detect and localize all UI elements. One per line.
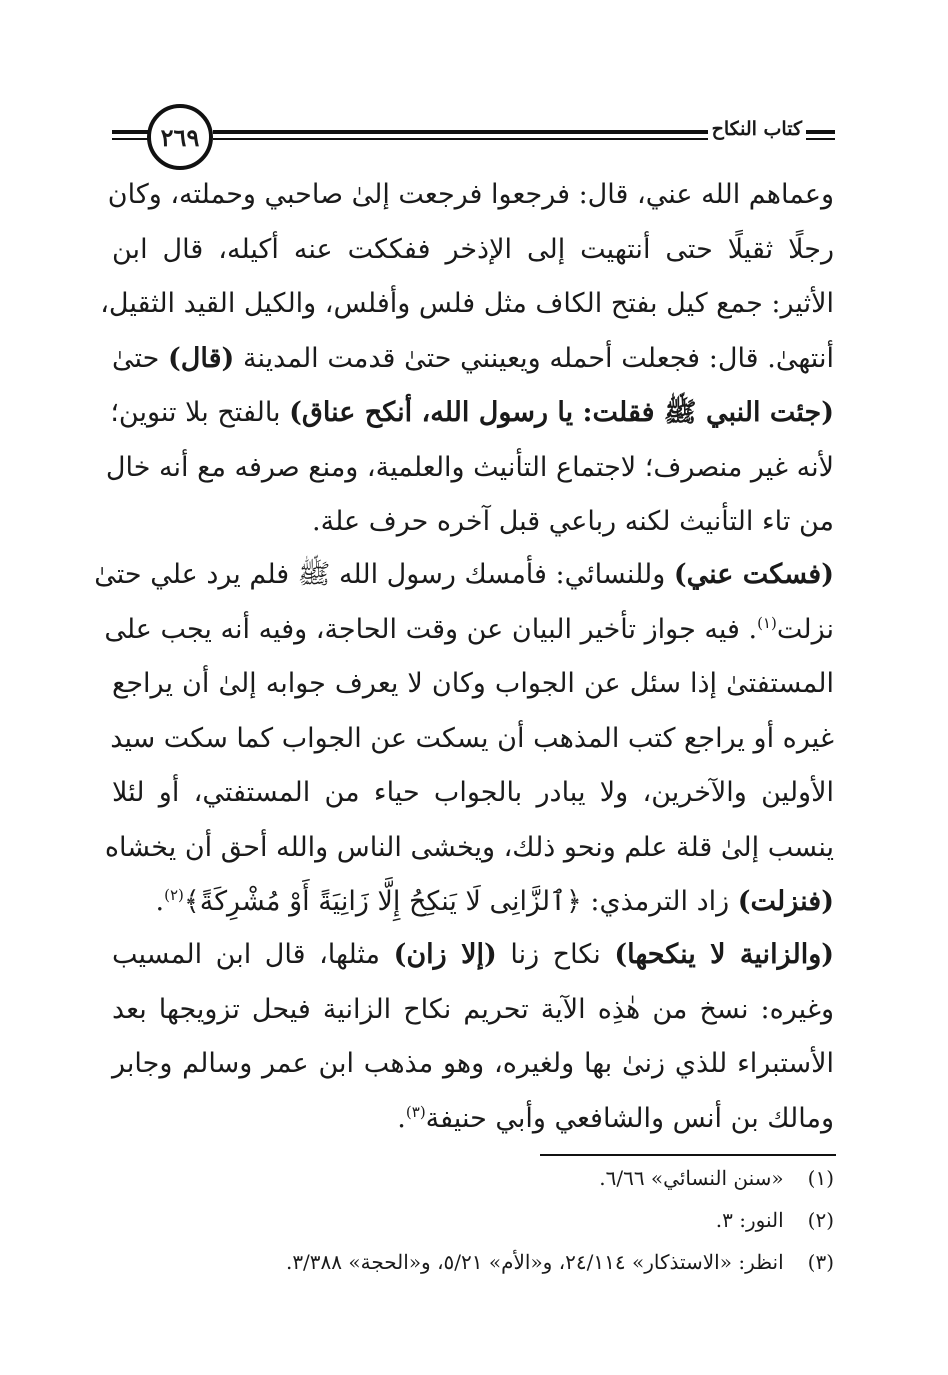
bold-quote: (والزانية لا ينكحها) (614, 939, 835, 970)
footnote-3 (112, 1250, 834, 1274)
text-line (104, 603, 834, 658)
page-number: ٢٦٩ (160, 122, 200, 152)
bold-quote: (قال) (168, 342, 235, 374)
text-line (112, 983, 834, 1038)
text-run: حتىٰ (112, 342, 169, 374)
text-line (112, 875, 834, 930)
text-run: وللنسائي: فأمسك رسول الله ﷺ فلم يرد علي حتىٰ (94, 559, 674, 590)
footnote-ref: (٢) (164, 886, 184, 904)
text-line (112, 766, 834, 821)
footnote-text: النور: ٣. (715, 1208, 784, 1232)
footnote-number: (٣) (807, 1250, 834, 1274)
footnote-1 (112, 1166, 834, 1190)
text-run: المستفتىٰ إذا سئل عن الجواب وكان لا يعرف جوابه إلىٰ أن يراجع (112, 668, 834, 699)
bold-quote: (إلا زان) (393, 939, 497, 970)
text-line (112, 657, 834, 712)
text-run: ومالك بن أنس والشافعي وأبي حنيفة (425, 1102, 834, 1134)
text-run: نزلت (776, 613, 834, 645)
footnote-2 (112, 1208, 834, 1232)
text-run: مثلها، قال ابن المسيب (112, 939, 394, 970)
text-line (112, 1092, 834, 1147)
page-number-badge (147, 104, 213, 170)
text-run: . فيه جواز تأخير البيان عن وقت الحاجة، وفيه أنه يجب على (104, 613, 758, 645)
text-run: الأولين والآخرين، ولا يبادر بالجواب حياء من المستفتي، أو لئلا (112, 777, 834, 808)
text-line (104, 821, 834, 876)
text-line (112, 928, 834, 983)
text-line (105, 441, 834, 496)
running-head: كتاب النكاح (708, 118, 806, 140)
text-run: الأستبراء للذي زنىٰ بها ولغيره، وهو مذهب ابن عمر وسالم وجابر (112, 1048, 834, 1079)
text-line (112, 223, 834, 278)
header-rule-left (112, 130, 152, 134)
text-run: نكاح زنا (496, 939, 615, 970)
text-run: وغيره: نسخ من هٰذِه الآية تحريم نكاح الزانية فيحل تزويجها بعد (112, 993, 834, 1025)
footnote-separator (540, 1154, 836, 1156)
text-run: الأثير: جمع كيل بفتح الكاف مثل فلس وأفلس، والكيل القيد الثقيل، (100, 288, 834, 319)
text-line (112, 495, 834, 550)
text-run: زاد الترمذي: ﴿ٱلزَّانِى لَا يَنكِحُ إِلَّا زَانِيَةً أَوْ مُشْرِكَةً﴾ (183, 886, 738, 917)
text-run: . (397, 1102, 406, 1134)
text-line (112, 332, 834, 387)
footnote-text: انظر: «الاستذكار» ٢٤/١١٤، و«الأم» ٥/٢١، و«الحجة» ٣/٣٨٨. (285, 1250, 784, 1274)
text-run: من تاء التأنيث لكنه رباعي قبل آخره حرف علة. (312, 506, 834, 537)
text-run: . (155, 886, 165, 917)
footnote-number: (٢) (807, 1208, 834, 1232)
text-line (94, 548, 834, 603)
footnote-text: «سنن النسائي» ٦/٦٦. (599, 1166, 784, 1190)
paragraph-1 (100, 168, 834, 550)
text-line (100, 277, 834, 332)
text-line (107, 168, 834, 223)
text-line (112, 712, 834, 767)
footnote-ref: (٣) (405, 1102, 426, 1121)
header-rule-left-thin (112, 138, 152, 140)
text-run: رجلًا ثقيلًا حتى أنتهيت إلى الإذخر ففككت عنه أكيله، قال ابن (112, 233, 834, 265)
bold-quote: (فسكت عني) (673, 559, 834, 590)
text-run: أنتهىٰ. قال: فجعلت أحمله ويعينني حتىٰ قدمت المدينة (234, 342, 834, 374)
text-run: ينسب إلىٰ قلة علم ونحو ذلك، ويخشى الناس والله أحق أن يخشاه (104, 831, 834, 863)
text-run: غيره أو يراجع كتب المذهب أن يسكت عن الجواب كما سكت سيد (110, 722, 834, 754)
text-run: بالفتح بلا تنوين؛ (110, 397, 290, 428)
bold-quote: (جئت النبي ﷺ فقلت: يا رسول الله، أنكح عناق) (289, 397, 834, 428)
footnote-number: (١) (807, 1166, 834, 1190)
paragraph-3 (112, 928, 834, 1146)
text-line (112, 1037, 834, 1092)
bold-quote: (فنزلت) (737, 886, 834, 917)
text-run: وعماهم الله عني، قال: فرجعوا فرجعت إلىٰ صاحبي وحملته، وكان (107, 179, 834, 210)
text-run: لأنه غير منصرف؛ لاجتماع التأنيث والعلمية، ومنع صرفه مع أنه خال (105, 451, 834, 483)
text-line (112, 386, 834, 441)
paragraph-2 (94, 548, 834, 930)
footnote-ref: (١) (757, 613, 777, 632)
